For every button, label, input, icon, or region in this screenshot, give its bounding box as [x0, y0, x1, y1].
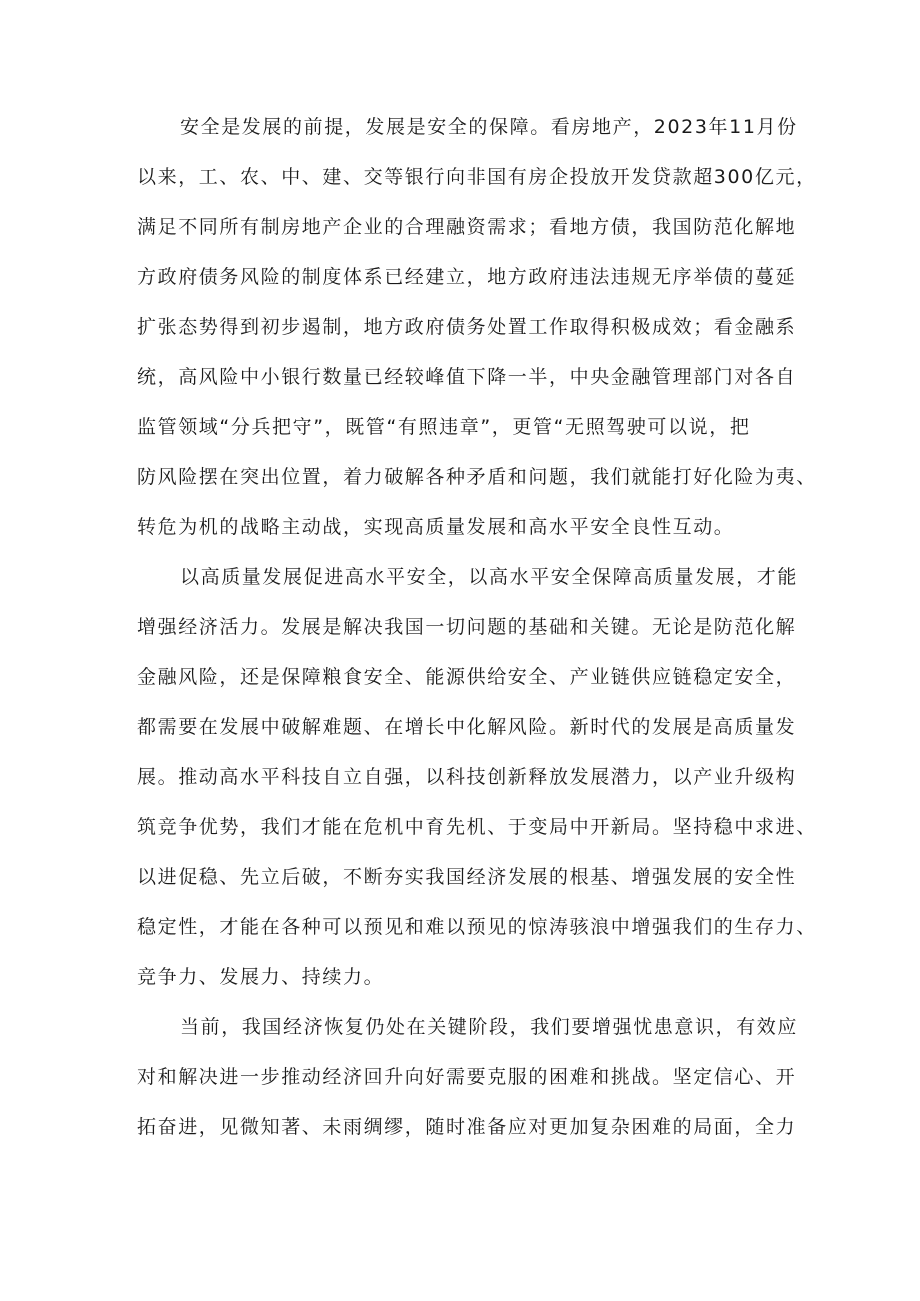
paragraph-1-line-1: 安全是发展的前提，发展是安全的保障。看房地产，2023年11月份 [180, 116, 798, 138]
paragraph-2-line-9: 竞争力、发展力、持续力。 [137, 966, 385, 988]
paragraph-3-line-1: 当前，我国经济恢复仍处在关键阶段，我们要增强忧患意识，有效应 [180, 1016, 799, 1038]
paragraph-2-line-6: 筑竞争优势，我们才能在危机中育先机、于变局中开新局。坚持稳中求进、 [137, 816, 817, 838]
paragraph-2-line-4: 都需要在发展中破解难题、在增长中化解风险。新时代的发展是高质量发 [137, 716, 797, 738]
paragraph-2-line-3: 金融风险，还是保障粮食安全、能源供给安全、产业链供应链稳定安全， [137, 666, 797, 688]
paragraph-1-line-4: 方政府债务风险的制度体系已经建立，地方政府违法违规无序举债的蔓延 [137, 266, 797, 288]
paragraph-1-line-5: 扩张态势得到初步遏制，地方政府债务处置工作取得积极成效；看金融系 [137, 316, 797, 338]
paragraph-1-line-8: 防风险摆在突出位置，着力破解各种矛盾和问题，我们就能打好化险为夷、 [137, 466, 817, 488]
paragraph-3-line-3: 拓奋进，见微知著、未雨绸缪，随时准备应对更加复杂困难的局面，全力 [137, 1116, 797, 1138]
paragraph-1-line-6: 统，高风险中小银行数量已经较峰值下降一半，中央金融管理部门对各自 [137, 366, 797, 388]
paragraph-1-line-7: 监管领域“分兵把守”，既管“有照违章”，更管“无照驾驶可以说，把 [137, 416, 751, 438]
paragraph-2-line-5: 展。推动高水平科技自立自强，以科技创新释放发展潜力，以产业升级构 [137, 766, 797, 788]
paragraph-2-line-7: 以进促稳、先立后破，不断夯实我国经济发展的根基、增强发展的安全性 [137, 866, 797, 888]
paragraph-2-line-8: 稳定性，才能在各种可以预见和难以预见的惊涛骇浪中增强我们的生存力、 [137, 916, 817, 938]
paragraph-1-line-9: 转危为机的战略主动战，实现高质量发展和高水平安全良性互动。 [137, 516, 735, 538]
paragraph-1-line-2: 以来，工、农、中、建、交等银行向非国有房企投放开发贷款超300亿元， [137, 166, 817, 188]
paragraph-2-line-2: 增强经济活力。发展是解决我国一切问题的基础和关键。无论是防范化解 [137, 616, 797, 638]
paragraph-3-line-2: 对和解决进一步推动经济回升向好需要克服的困难和挑战。坚定信心、开 [137, 1066, 797, 1088]
paragraph-1-line-3: 满足不同所有制房地产企业的合理融资需求；看地方债，我国防范化解地 [137, 216, 797, 238]
paragraph-2-line-1: 以高质量发展促进高水平安全，以高水平安全保障高质量发展，才能 [180, 566, 799, 588]
